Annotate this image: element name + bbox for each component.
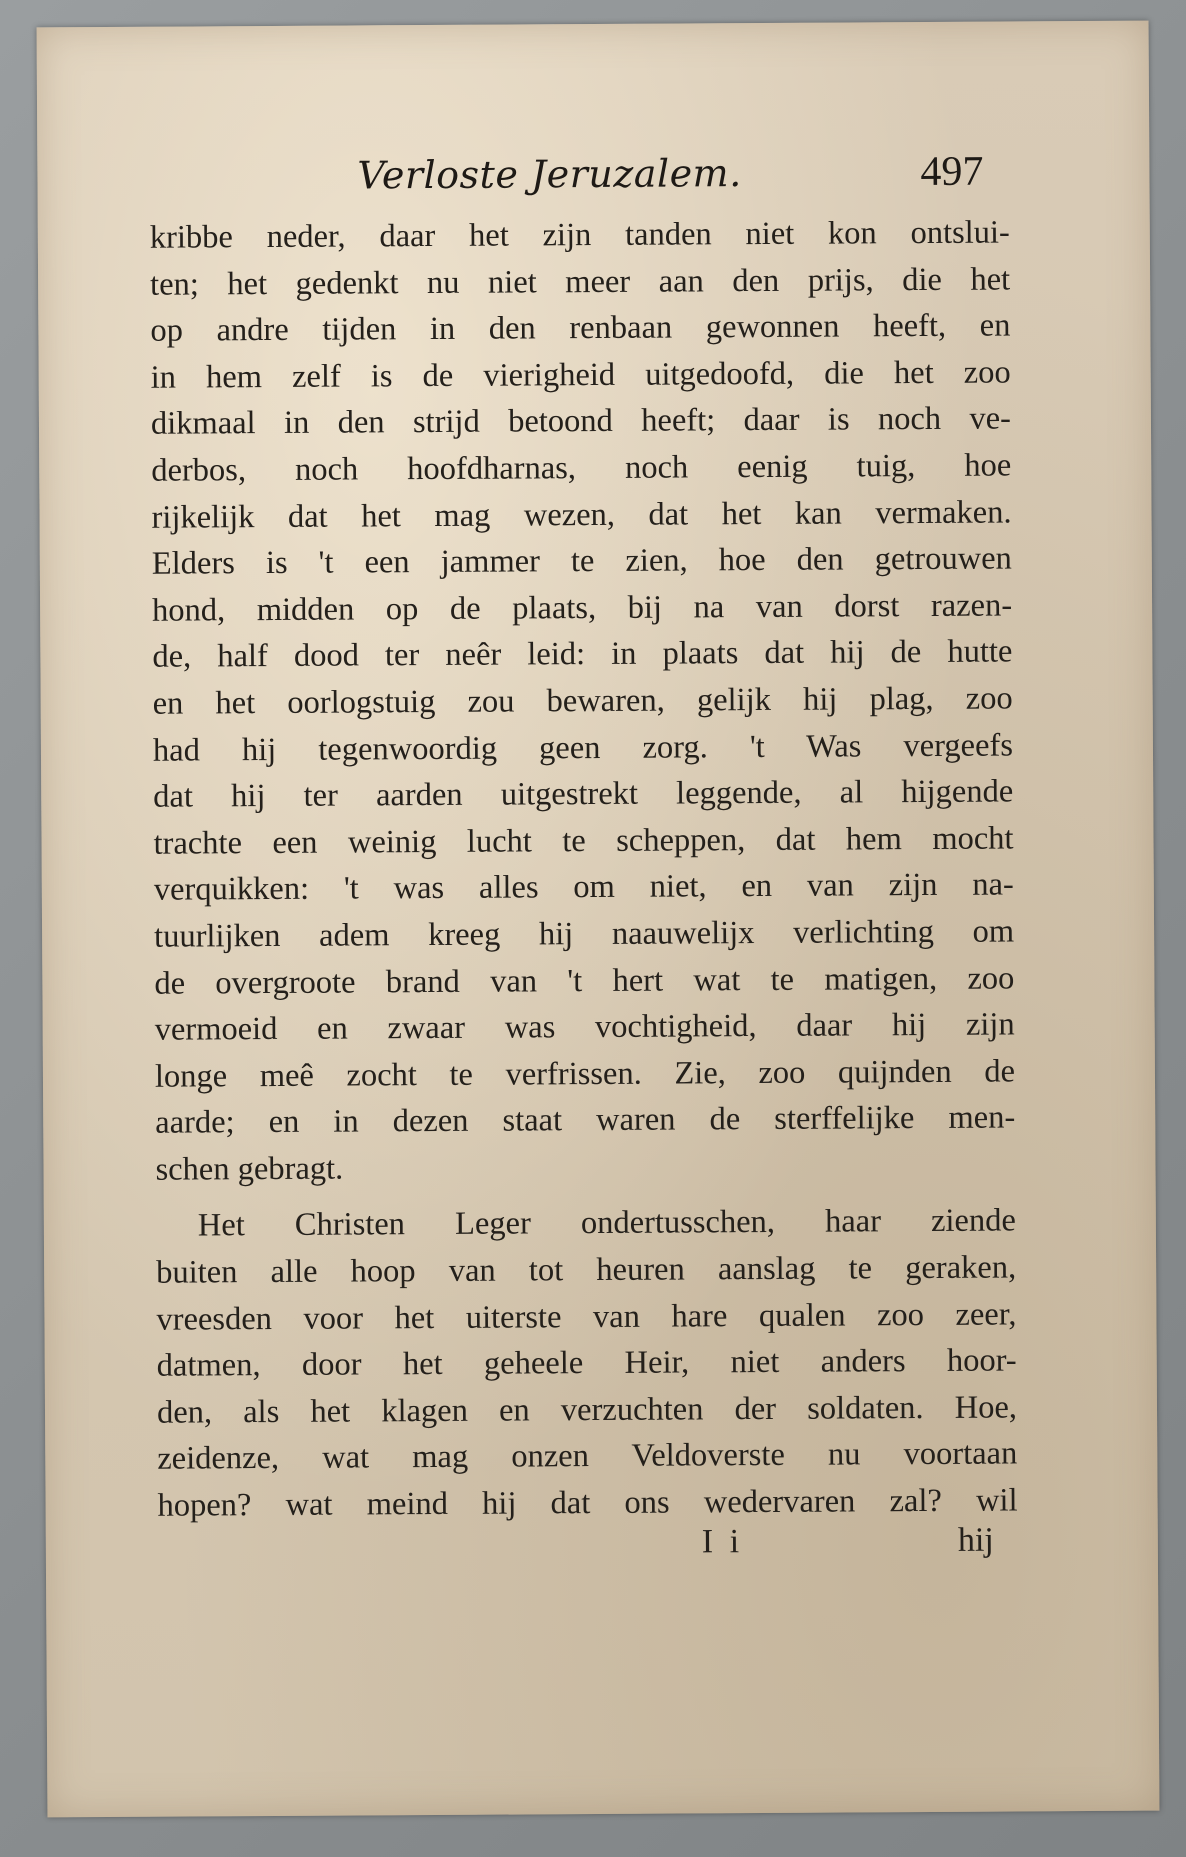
- text-line: kribbe neder, daar het zijn tanden niet kon ontslui-: [149, 214, 1010, 256]
- text-line: dikmaal in den strijd betoond heeft; daar is noch ve-: [150, 400, 1012, 443]
- text-line: schen gebragt.: [155, 1150, 344, 1188]
- text-line: zeidenze, wat mag onzen Veldoverste nu voortaan: [157, 1435, 1018, 1478]
- text-line: had hij tegenwoordig geen zorg. 't Was vergeefs: [152, 726, 1014, 769]
- text-line: aarde; en in dezen staat waren de sterffelijke men-: [155, 1099, 1016, 1141]
- body-text: [150, 209, 1018, 1529]
- text-line: de, half dood ter neêr leid: in plaats dat hij de hutte: [152, 633, 1013, 676]
- text-line: buiten alle hoop van tot heuren aanslag te geraken,: [156, 1249, 1017, 1291]
- text-line: ten; het gedenkt nu niet meer aan den prijs, die het: [150, 261, 1011, 303]
- text-line: Elders is 't een jammer te zien, hoe den getrouwen: [151, 540, 1012, 582]
- text-line: rijkelijk dat het mag wezen, dat het kan vermaken.: [151, 494, 1012, 536]
- text-line: in hem zelf is de vierigheid uitgedoofd, die het zoo: [150, 354, 1011, 396]
- running-title: Verloste Jeruzalem.: [357, 151, 742, 198]
- text-line: verquikken: 't was alles om niet, en van zijn na-: [153, 866, 1014, 909]
- text-line: hond, midden op de plaats, bij na van dorst razen-: [151, 587, 1013, 629]
- page-number: 497: [920, 148, 984, 196]
- text-line: datmen, door het geheele Heir, niet anders hoor-: [156, 1342, 1017, 1384]
- book-page: [37, 21, 1160, 1818]
- text-line: vreesden voor het uiterste van hare qualen zoo zeer,: [156, 1296, 1017, 1338]
- text-line: en het oorlogstuig zou bewaren, gelijk hij plag, zoo: [152, 680, 1013, 722]
- text-line: vermoeid en zwaar was vochtigheid, daar hij zijn: [154, 1006, 1015, 1048]
- paragraph-2: [156, 1198, 1018, 1529]
- text-line: op andre tijden in den renbaan gewonnen heeft, en: [150, 307, 1011, 349]
- paragraph-1: [150, 209, 1016, 1193]
- text-line: longe meê zocht te verfrissen. Zie, zoo quijnden de: [154, 1053, 1016, 1095]
- text-line: trachte een weinig lucht te scheppen, dat hem mocht: [153, 820, 1014, 862]
- text-line: tuurlijken adem kreeg hij naauwelijx verlichting om: [153, 913, 1015, 955]
- signature-mark: I i: [701, 1523, 744, 1561]
- text-line: derbos, noch hoofdharnas, noch eenig tuig, hoe: [151, 447, 1012, 489]
- text-line: den, als het klagen en verzuchten der soldaten. Hoe,: [156, 1389, 1018, 1431]
- text-line: de overgroote brand van 't hert wat te matigen, zoo: [154, 959, 1015, 1002]
- text-line: hopen? wat meind hij dat ons wedervaren zal? wil: [157, 1482, 1018, 1524]
- text-line: Het Christen Leger ondertusschen, haar ziende: [197, 1202, 1016, 1244]
- catchword: hij: [957, 1521, 994, 1559]
- text-line: dat hij ter aarden uitgestrekt leggende, al hijgende: [153, 773, 1014, 815]
